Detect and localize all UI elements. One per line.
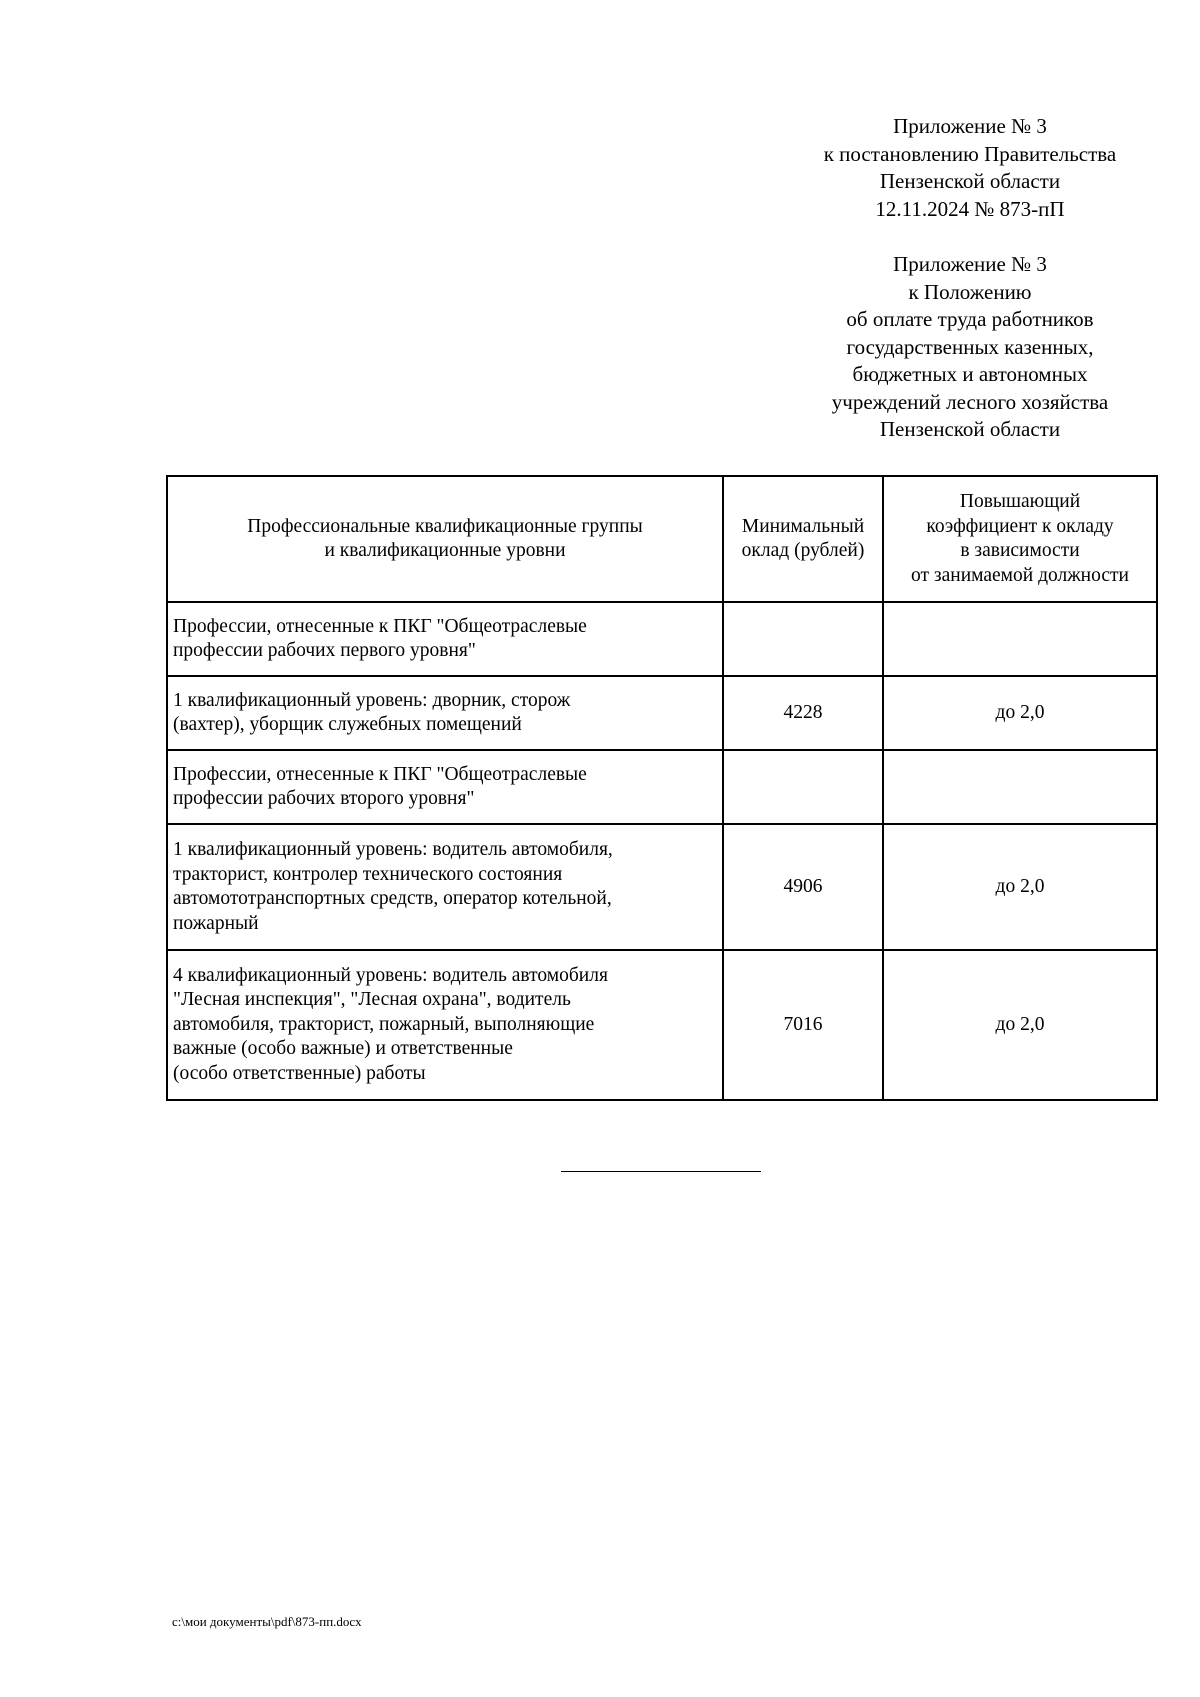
appendix-regulation-line: Пензенской области <box>879 417 1061 441</box>
appendix-decree-heading <box>780 113 1160 223</box>
appendix-decree-line: 12.11.2024 № 873-пП <box>875 196 1065 221</box>
group-line: (вахтер), уборщик служебных помещений <box>173 714 522 735</box>
group-line: Профессии, отнесенные к ПКГ "Общеотраслевые <box>173 615 587 637</box>
appendix-decree-line: к постановлению Правительства <box>823 141 1117 166</box>
header-coefficient <box>883 476 1157 602</box>
group-line: профессии рабочих второго уровня" <box>173 788 475 809</box>
coefficient-cell: до 2,0 <box>883 676 1157 750</box>
group-cell <box>167 950 723 1100</box>
header-coefficient-line: от занимаемой должности <box>911 564 1129 586</box>
coefficient-cell: до 2,0 <box>883 824 1157 950</box>
header-group-line: и квалификационные уровни <box>324 540 566 561</box>
group-line: тракторист, контролер технического состояния <box>173 863 563 885</box>
appendix-regulation-heading <box>780 251 1160 444</box>
header-salary-line: оклад (рублей) <box>741 540 865 561</box>
header-group <box>167 476 723 602</box>
table-row <box>167 950 1157 1100</box>
group-line: 4 квалификационный уровень: водитель автомобиля <box>173 964 608 986</box>
salary-cell <box>723 750 883 824</box>
appendix-regulation-line: бюджетных и автономных <box>852 362 1088 386</box>
appendix-regulation-line: об оплате труда работников <box>846 307 1094 331</box>
salary-cell: 4906 <box>723 824 883 950</box>
group-line: Профессии, отнесенные к ПКГ "Общеотраслевые <box>173 763 587 785</box>
header-salary <box>723 476 883 602</box>
appendix-decree-line: Пензенской области <box>879 169 1061 193</box>
coefficient-cell <box>883 602 1157 676</box>
group-line: пожарный <box>173 912 259 934</box>
group-cell <box>167 824 723 950</box>
header-salary-line: Минимальный <box>741 515 865 537</box>
appendix-regulation-line: Приложение № 3 <box>893 252 1047 276</box>
group-line: автомототранспортных средств, оператор котельной, <box>173 888 612 909</box>
salary-cell: 4228 <box>723 676 883 750</box>
appendix-regulation-line: к Положению <box>908 279 1032 304</box>
salary-table <box>166 475 1158 1101</box>
group-line: 1 квалификационный уровень: дворник, сторож <box>173 689 571 711</box>
group-line: профессии рабочих первого уровня" <box>173 640 476 661</box>
appendix-decree-line: Приложение № 3 <box>893 114 1047 138</box>
coefficient-cell: до 2,0 <box>883 950 1157 1100</box>
group-line: важные (особо важные) и ответственные <box>173 1038 513 1060</box>
table-row <box>167 824 1157 950</box>
table-row <box>167 602 1157 676</box>
table-row <box>167 676 1157 750</box>
salary-cell: 7016 <box>723 950 883 1100</box>
group-line: "Лесная инспекция", "Лесная охрана", водитель <box>173 989 571 1011</box>
coefficient-cell <box>883 750 1157 824</box>
table-row <box>167 750 1157 824</box>
end-divider <box>561 1171 761 1172</box>
header-group-line: Профессиональные квалификационные группы <box>247 515 643 537</box>
group-cell <box>167 676 723 750</box>
group-cell <box>167 750 723 824</box>
footer-file-path: c:\мои документы\pdf\873-пп.docx <box>172 1614 362 1629</box>
header-coefficient-line: Повышающий <box>959 491 1081 512</box>
group-line: (особо ответственные) работы <box>173 1062 426 1084</box>
salary-cell <box>723 602 883 676</box>
table-header-row <box>167 476 1157 602</box>
group-line: 1 квалификационный уровень: водитель автомобиля, <box>173 839 613 860</box>
group-cell <box>167 602 723 676</box>
header-coefficient-line: коэффициент к окладу <box>926 515 1114 537</box>
header-coefficient-line: в зависимости <box>960 540 1080 561</box>
appendix-regulation-line: учреждений лесного хозяйства <box>831 389 1109 414</box>
group-line: автомобиля, тракторист, пожарный, выполняющие <box>173 1013 595 1035</box>
appendix-regulation-line: государственных казенных, <box>846 334 1094 359</box>
